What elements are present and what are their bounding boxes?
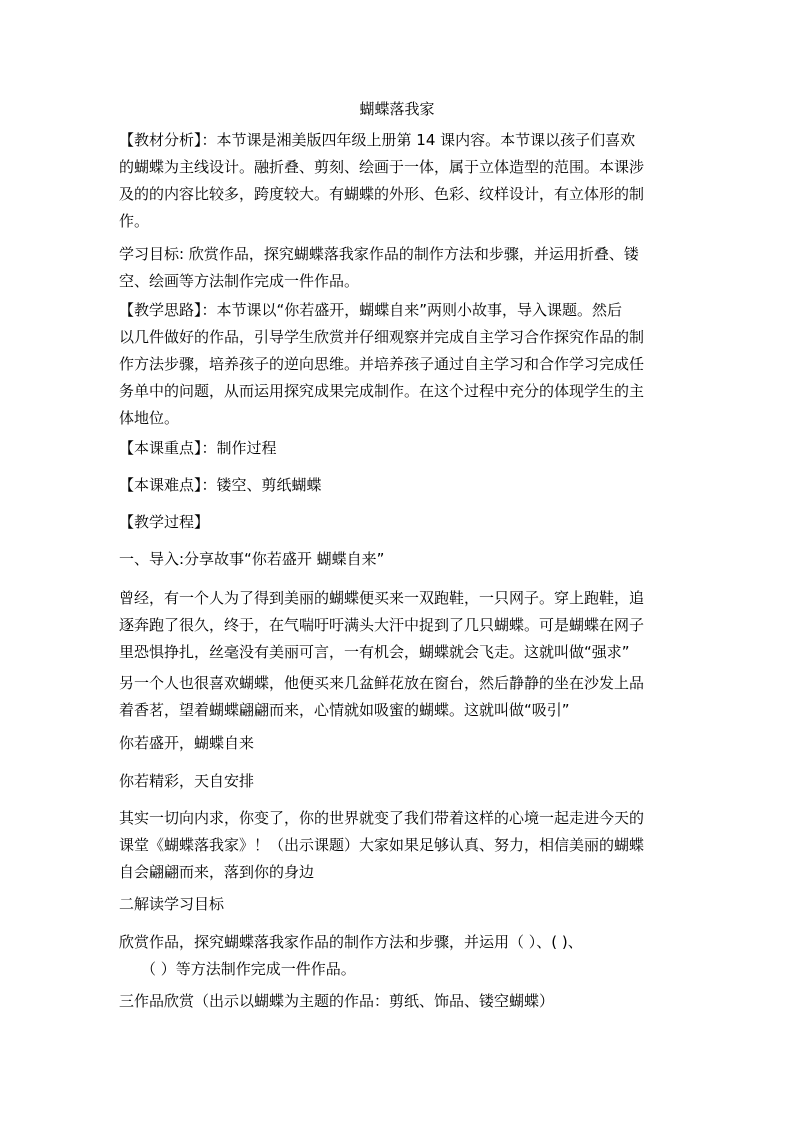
paragraph-goal-fill-in [119, 929, 677, 983]
text-line: 学习目标: 欣赏作品，探究蝴蝶落我家作品的制作方法和步骤，并运用折叠、镂 [119, 245, 639, 263]
text-line: 及的的内容比较多，跨度较大。有蝴蝶的外形、色彩、纹样设计，有立体形的制 [119, 185, 645, 203]
paragraph-learning-goal [119, 241, 677, 295]
paragraph-difficulty [119, 472, 677, 499]
paragraph-summary [119, 805, 677, 886]
paragraph-saying-1 [119, 730, 677, 757]
text-line: 曾经，有一个人为了得到美丽的蝴蝶便买来一双跑鞋，一只网子。穿上跑鞋，追 [119, 589, 645, 607]
text-line: 里恐惧挣扎，丝毫没有美丽可言，一有机会，蝴蝶就会飞走。这就叫做“强求” [119, 643, 630, 661]
text-line: 一、导入:分享故事“你若盛开 蝴蝶自来” [119, 550, 385, 568]
heading-section-1 [119, 546, 677, 573]
text-line: 作。 [119, 212, 150, 230]
text-line: 以几件做好的作品，引导学生欣赏并仔细观察并完成自主学习合作探究作品的制 [119, 328, 645, 346]
text-line: 你若精彩，天自安排 [119, 772, 255, 790]
heading-section-2 [119, 891, 677, 918]
text-line: 空、绘画等方法制作完成一件作品。 [119, 272, 360, 290]
paragraph-story-2 [119, 670, 677, 724]
text-line: 自会翩翩而来，落到你的身边 [119, 863, 315, 881]
text-line: 着香茗，望着蝴蝶翩翩而来，心情就如吸蜜的蝴蝶。这就叫做“吸引” [119, 701, 570, 719]
text-line: 【本课难点】：镂空、剪纸蝴蝶 [119, 476, 322, 494]
paragraph-teaching-idea [119, 297, 677, 432]
text-line: 【教材分析】：本节课是湘美版四年级上册第 14 课内容。本节课以孩子们喜欢 [119, 131, 636, 149]
text-line: 二解读学习目标 [119, 895, 225, 913]
paragraph-saying-2 [119, 768, 677, 795]
text-line: 体地位。 [119, 409, 180, 427]
text-line: 另一个人也很喜欢蝴蝶，他便买来几盆鲜花放在窗台，然后静静的坐在沙发上品 [119, 674, 645, 692]
text-line: （ ）等方法制作完成一件作品。 [141, 960, 356, 978]
text-line: 务单中的问题，从而运用探究成果完成制作。在这个过程中充分的体现学生的主 [119, 382, 645, 400]
text-line: 其实一切向内求，你变了，你的世界就变了我们带着这样的心境一起走进今天的 [119, 809, 645, 827]
text-line: 三作品欣赏（出示以蝴蝶为主题的作品：剪纸、饰品、镂空蝴蝶） [119, 992, 555, 1010]
text-line: 【本课重点】：制作过程 [119, 439, 277, 457]
text-line: 你若盛开，蝴蝶自来 [119, 734, 255, 752]
text-line: 的蝴蝶为主线设计。融折叠、剪刻、绘画于一体，属于立体造型的范围。本课涉 [119, 158, 645, 176]
text-line: 逐奔跑了很久，终于，在气喘吁吁满头大汗中捉到了几只蝴蝶。可是蝴蝶在网子 [119, 616, 645, 634]
document-title: 蝴蝶落我家 [359, 100, 435, 118]
heading-teaching-process [119, 509, 677, 536]
text-line: 欣赏作品，探究蝴蝶落我家作品的制作方法和步骤，并运用（ ）、( )、 [119, 933, 583, 951]
paragraph-textbook-analysis [119, 127, 677, 235]
heading-section-3 [119, 988, 677, 1015]
paragraph-story-1 [119, 585, 677, 666]
text-line: 【教学思路】：本节课以“你若盛开，蝴蝶自来”两则小故事，导入课题。然后 [119, 301, 623, 319]
paragraph-key-point [119, 435, 677, 462]
text-line: 作方法步骤，培养孩子的逆向思维。并培养孩子通过自主学习和合作学习完成任 [119, 355, 645, 373]
text-line: 【教学过程】 [119, 513, 210, 531]
text-line: 课堂《蝴蝶落我家》！（出示课题）大家如果足够认真、努力，相信美丽的蝴蝶 [119, 836, 645, 854]
